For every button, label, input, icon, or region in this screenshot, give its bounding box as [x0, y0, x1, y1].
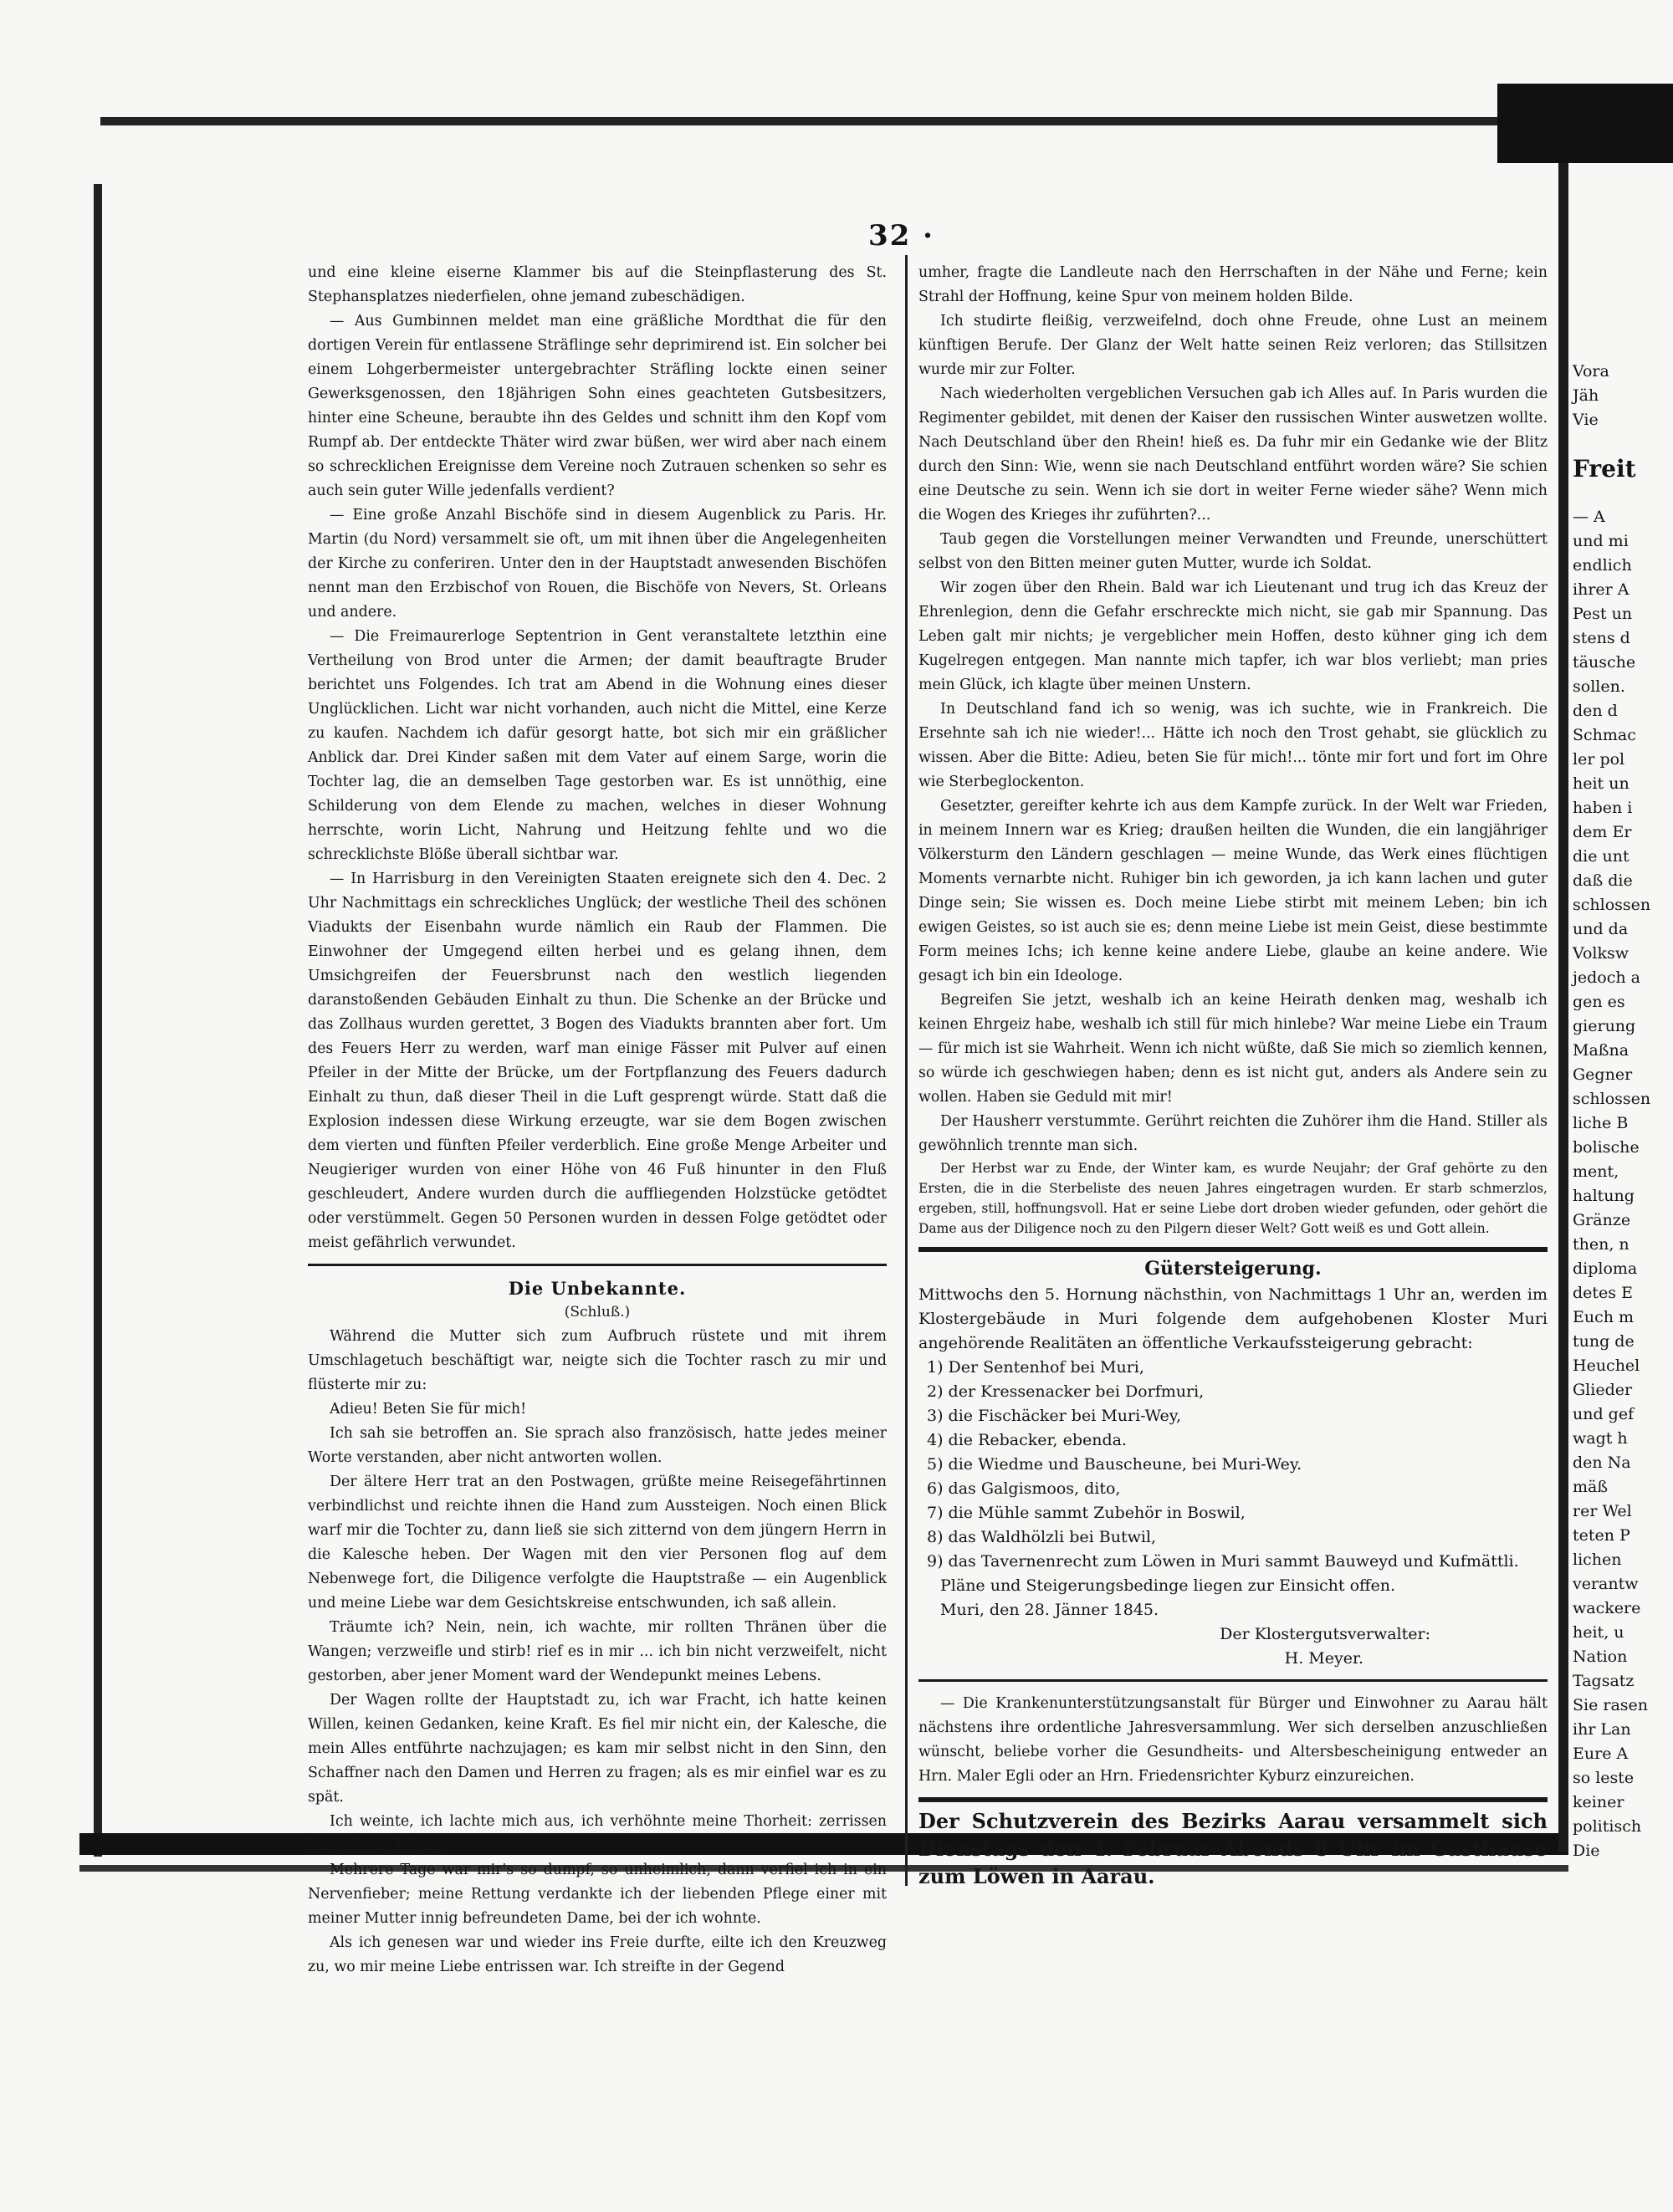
- edge-fragment: Freit: [1573, 455, 1636, 483]
- list-item: 9) das Tavernenrecht zum Löwen in Muri sammt Bauweyd und Kufmättli.: [927, 1552, 1519, 1571]
- edge-fragment: haben i: [1573, 799, 1633, 817]
- edge-fragment: die unt: [1573, 847, 1630, 866]
- edge-fragment: Gränze: [1573, 1211, 1631, 1229]
- edge-fragment: und da: [1573, 920, 1629, 938]
- list-item: 4) die Rebacker, ebenda.: [927, 1431, 1127, 1449]
- edge-fragment: detes E: [1573, 1284, 1633, 1302]
- story-paragraph: Der Herbst war zu Ende, der Winter kam, es wurde Neujahr; der Graf gehörte zu den Ersten, die in die Sterbeliste des neuen Jahres eingetragen wurden. Er starb schmerzlos, ergeben, still, hoffnungsvoll. Hat er seine Liebe dort droben wieder gefunden, oder gehört die Dame aus der Diligence noch zu den Pilgern dieser Welt? Gott weiß es und Gott allein.: [918, 1161, 1548, 1236]
- edge-fragment: Jäh: [1573, 386, 1599, 405]
- edge-fragment: Euch m: [1573, 1308, 1635, 1326]
- edge-fragment: liche B: [1573, 1114, 1629, 1132]
- story-paragraph: Der ältere Herr trat an den Postwagen, grüßte meine Reisegefährtinnen verbindlichst und reichte ihnen die Hand zum Aussteigen. Noch einen Blick warf mir die Tochter zu, dann ließ sie sich zitternd von dem jüngern Herrn in die Kalesche heben. Der Wagen mit den vier Personen flog auf dem Nebenwege fort, die Diligence verfolgte die Hauptstraße — ein Augenblick und meine Liebe war dem Gesichtskreise entschwunden, ich saß allein.: [308, 1474, 887, 1612]
- edge-fragment: keiner: [1573, 1793, 1624, 1811]
- edge-fragment: jedoch a: [1573, 968, 1640, 987]
- auction-note: Pläne und Steigerungsbedinge liegen zur Einsicht offen.: [940, 1576, 1396, 1595]
- edge-fragment: dem Er: [1573, 823, 1632, 841]
- section-rule: [308, 1264, 887, 1266]
- notice-paragraph: — Die Krankenunterstützungsanstalt für Bürger und Einwohner zu Aarau hält nächstens ihre ordentliche Jahresversammlung. Wer sich derselben anzuschließen wünscht, beliebe vorher die Gesundheits- und Altersbescheinigung entweder an Hrn. Maler Egli oder an Hrn. Friedensrichter Kyburz einzureichen.: [918, 1695, 1548, 1785]
- edge-fragment: — A: [1573, 508, 1605, 526]
- advert-rule: [918, 1797, 1548, 1802]
- story-paragraph: Ich sah sie betroffen an. Sie sprach also französisch, hatte jedes meiner Worte verstanden, aber nicht antworten wollen.: [308, 1425, 887, 1466]
- next-page-edge: [1573, 0, 1673, 2212]
- edge-fragment: Sie rasen: [1573, 1696, 1649, 1714]
- edge-fragment: Pest un: [1573, 605, 1633, 623]
- page-number: 32 ·: [868, 219, 934, 253]
- story-paragraph: Ich weinte, ich lachte mich aus, ich verhöhnte meine Thorheit: zerrissen kam ich nach Paris.: [308, 1813, 887, 1854]
- edge-fragment: schlossen: [1573, 1090, 1651, 1108]
- list-item: 6) das Galgismoos, dito,: [927, 1479, 1121, 1498]
- edge-fragment: haltung: [1573, 1187, 1635, 1205]
- edge-fragment: Die: [1573, 1842, 1600, 1860]
- edge-fragment: then, n: [1573, 1235, 1630, 1254]
- auction-title: Gütersteigerung.: [1144, 1258, 1322, 1280]
- scan-border-left: [94, 184, 102, 1857]
- list-item: 5) die Wiedme und Bauscheune, bei Muri-Wey.: [927, 1455, 1302, 1474]
- edge-fragment: diploma: [1573, 1259, 1638, 1278]
- story-paragraph: umher, fragte die Landleute nach den Herrschaften in der Nähe und Ferne; kein Strahl der Hoffnung, keine Spur von meinem holden Bilde.: [918, 264, 1548, 305]
- edge-fragment: heit, u: [1573, 1623, 1624, 1642]
- paragraph: — Die Freimaurerloge Septentrion in Gent veranstaltete letzthin eine Vertheilung von Brod unter die Armen; der damit beauftragte Bruder berichtet uns Folgendes. Ich trat am Abend in die Wohnung eines dieser Unglücklichen. Licht war nicht vorhanden, auch nicht die Mittel, eine Kerze zu kaufen. Nachdem ich dafür gesorgt hatte, bot sich mir ein gräßlicher Anblick dar. Drei Kinder saßen mit dem Vater auf einem Sarge, worin die Tochter lag, die an demselben Tage gestorben war. Es ist unnöthig, eine Schilderung von dem Elende zu machen, welches in dieser Wohnung herrschte, worin Licht, Nahrung und Heitzung fehlte und wo die schrecklichste Blöße überall sichtbar war.: [308, 628, 887, 863]
- edge-fragment: endlich: [1573, 556, 1632, 575]
- paragraph: — Eine große Anzahl Bischöfe sind in diesem Augenblick zu Paris. Hr. Martin (du Nord) versammelt sie oft, um mit ihnen über die Angelegenheiten der Kirche zu conferiren. Unter den in der Hauptstadt anwesenden Bischöfen nennt man den Erzbischof von Rouen, die Bischöfe von Nevers, St. Orleans und andere.: [308, 507, 887, 621]
- edge-fragment: ment,: [1573, 1162, 1619, 1181]
- edge-fragment: bolische: [1573, 1138, 1640, 1157]
- edge-fragment: stens d: [1573, 629, 1630, 647]
- story-paragraph: Der Wagen rollte der Hauptstadt zu, ich war Fracht, ich hatte keinen Willen, keinen Gedanken, keine Kraft. Es fiel mir nicht ein, der Kalesche, die mein Alles entführte nachzujagen; es kam mir selbst nicht in den Sinn, den Schaffner nach den Damen und Herren zu fragen; als es mir einfiel war es zu spät.: [308, 1692, 887, 1806]
- story-subtitle: (Schluß.): [564, 1304, 631, 1321]
- edge-fragment: Gegner: [1573, 1065, 1633, 1084]
- story-paragraph: Gesetzter, gereifter kehrte ich aus dem Kampfe zurück. In der Welt war Frieden, in meinem Innern war es Krieg; draußen heilten die Wunden, die ein langjähriger Völkersturm den Ländern geschlagen — meine Wunde, das Werk eines flüchtigen Moments vernarbte nicht. Ruhiger bin ich geworden, ja ich kann lachen und guter Dinge sein; Sie wissen es. Doch meine Liebe stirbt mit meinem Leben; bin ich ewigen Geistes, so ist auch sie es; denn meine Liebe ist mein Geist, diese bestimmte Form meines Ichs; ich kenne keine andere Liebe, glaube an keine andere. Wie gesagt ich bin ein Ideologe.: [918, 798, 1548, 984]
- edge-fragment: täusche: [1573, 653, 1636, 672]
- edge-fragment: Maßna: [1573, 1041, 1630, 1060]
- list-item: 8) das Waldhölzli bei Butwil,: [927, 1528, 1157, 1546]
- edge-fragment: Eure A: [1573, 1745, 1629, 1763]
- edge-fragment: ihr Lan: [1573, 1720, 1631, 1739]
- list-item: 7) die Mühle sammt Zubehör in Boswil,: [927, 1504, 1246, 1522]
- story-paragraph: Als ich genesen war und wieder ins Freie durfte, eilte ich den Kreuzweg zu, wo mir meine Liebe entrissen war. Ich streifte in der Gegend: [308, 1934, 887, 1975]
- edge-fragment: so leste: [1573, 1769, 1635, 1787]
- edge-fragment: ler pol: [1573, 750, 1625, 769]
- list-item: 1) Der Sentenhof bei Muri,: [927, 1358, 1144, 1377]
- big-notice: Der Schutzverein des Bezirks Aarau versammelt sich Dienstags den 4. Februar Abends 8 Uhr im Gasthause zum Löwen in Aarau.: [918, 1809, 1548, 1888]
- right-column: [918, 261, 1548, 1890]
- edge-fragment: den d: [1573, 702, 1618, 720]
- edge-fragment: [1573, 432, 1673, 457]
- edge-fragment: rer Wel: [1573, 1502, 1632, 1520]
- story-paragraph: Ich studirte fleißig, verzweifelnd, doch ohne Freude, ohne Lust an meinem künftigen Berufe. Der Glanz der Welt hatte seinen Reiz verloren; das Stillsitzen wurde mir zur Folter.: [918, 313, 1548, 378]
- paragraph: — In Harrisburg in den Vereinigten Staaten ereignete sich den 4. Dec. 2 Uhr Nachmittags ein schreckliches Unglück; der westliche Theil des schönen Viadukts der Eisenbahn wurde nämlich ein Raub der Flammen. Die Einwohner der Umgegend eilten herbei und es gelang ihnen, dem Umsichgreifen der Feuersbrunst nach den westlich liegenden daranstoßenden Gebäuden Einhalt zu thun. Die Schenke an der Brücke und das Zollhaus wurden gerettet, 3 Bogen des Viadukts brannten aber fort. Um des Feuers Herr zu werden, warf man einige Fässer mit Pulver auf einen Pfeiler in der Mitte der Brücke, um der Fortpflanzung des Feuers dadurch Einhalt zu thun, daß dieser Theil in die Luft gesprengt würde. Statt daß die Explosion indessen diese Wirkung erzeugte, war sie dem Bogen zwischen dem vierten und fünften Pfeiler verderblich. Eine große Menge Arbeiter und Neugieriger wurden von einer Höhe von 46 Fuß hinunter in den Fluß geschleudert, Andere wurden durch die auffliegenden Holzstücke getödtet oder verstümmelt. Gegen 50 Personen wurden in dessen Folge getödtet oder meist gefährlich verwundet.: [308, 871, 887, 1251]
- page-fold-line: [1558, 163, 1568, 1852]
- auction-date: Muri, den 28. Jänner 1845.: [940, 1601, 1159, 1619]
- edge-fragment: Heuchel: [1573, 1356, 1640, 1375]
- edge-fragment: politisch: [1573, 1817, 1642, 1836]
- edge-fragment: daß die: [1573, 871, 1633, 890]
- edge-fragment: Volksw: [1573, 944, 1630, 963]
- story-paragraph: Der Hausherr verstummte. Gerührt reichten die Zuhörer ihm die Hand. Stiller als gewöhnlich trennte man sich.: [918, 1113, 1548, 1154]
- story-paragraph: Begreifen Sie jetzt, weshalb ich an keine Heirath denken mag, weshalb ich keinen Ehrgeiz habe, weshalb ich still für mich hinlebe? War meine Liebe ein Traum — für mich ist sie Wahrheit. Wenn ich nicht wüßte, daß Sie mich so ziemlich kennen, so würde ich geschwiegen haben; denn es ist nicht gut, anders als Andere sein zu wollen. Haben sie Geduld mit mir!: [918, 992, 1548, 1106]
- edge-fragment: mäß: [1573, 1478, 1609, 1496]
- column-divider: [905, 255, 908, 1886]
- edge-fragment: gierung: [1573, 1017, 1636, 1035]
- story-paragraph: Wir zogen über den Rhein. Bald war ich Lieutenant und trug ich das Kreuz der Ehrenlegion, denn die Gefahr erschreckte mich nicht, sie gab mir Spannung. Das Leben galt mir nichts; je vergeblicher mein Hoffen, desto kühner ging ich dem Kugelregen entgegen. Man nannte mich tapfer, ich war blos verliebt; man pries mein Glück, ich klagte über meinen Unstern.: [918, 580, 1548, 693]
- auction-signer-name: H. Meyer.: [1284, 1649, 1363, 1668]
- edge-fragment: wackere: [1573, 1599, 1641, 1617]
- edge-fragment: den Na: [1573, 1453, 1631, 1472]
- edge-fragment: Schmac: [1573, 726, 1636, 744]
- edge-fragment: lichen: [1573, 1550, 1622, 1569]
- edge-fragment: und mi: [1573, 532, 1629, 550]
- story-paragraph: Träumte ich? Nein, nein, ich wachte, mir rollten Thränen über die Wangen; verzweifle und stirb! rief es in mir ... ich bin nicht verzweifelt, nicht gestorben, aber jener Moment ward der Wendepunkt meines Lebens.: [308, 1619, 887, 1684]
- story-paragraph: Mehrere Tage war mir's so dumpf, so unheimlich, dann verfiel ich in ein Nervenfieber; meine Rettung verdankte ich der liebenden Pflege einer mit meiner Mutter innig befreundeten Dame, bei der ich wohnte.: [308, 1862, 887, 1927]
- edge-fragment: [1573, 481, 1673, 505]
- edge-fragment: verantw: [1573, 1575, 1639, 1593]
- next-page-edge-lines: [1573, 360, 1673, 1860]
- auction-signer-title: Der Klostergutsverwalter:: [1220, 1625, 1430, 1643]
- list-item: 2) der Kressenacker bei Dorfmuri,: [927, 1382, 1205, 1401]
- edge-fragment: ihrer A: [1573, 580, 1630, 599]
- edge-fragment: tung de: [1573, 1332, 1635, 1351]
- edge-fragment: schlossen: [1573, 896, 1651, 914]
- list-item: 3) die Fischäcker bei Muri-Wey,: [927, 1407, 1182, 1425]
- edge-fragment: wagt h: [1573, 1429, 1628, 1448]
- edge-fragment: Vie: [1573, 411, 1599, 429]
- edge-fragment: und gef: [1573, 1405, 1635, 1423]
- paragraph: und eine kleine eiserne Klammer bis auf die Steinpflasterung des St. Stephansplatzes niederfielen, ohne jemand zubeschädigen.: [308, 264, 887, 305]
- edge-fragment: heit un: [1573, 774, 1630, 793]
- advert-rule: [918, 1247, 1548, 1252]
- edge-fragment: Glieder: [1573, 1381, 1633, 1399]
- advert-rule: [918, 1679, 1548, 1682]
- story-paragraph: Adieu! Beten Sie für mich!: [330, 1401, 527, 1418]
- paragraph: — Aus Gumbinnen meldet man eine gräßliche Mordthat die für den dortigen Verein für entlassene Sträflinge sehr deprimirend ist. Ein solcher bei einem Lohgerbermeister untergebrachter Sträfling lockte einen seiner Gewerksgenossen, den 18jährigen Sohn eines geachteten Gutsbesitzers, hinter eine Scheune, beraubte ihn des Geldes und schnitt ihm den Kopf vom Rumpf ab. Der entdeckte Thäter wird zwar büßen, wer wird aber nach einem so schrecklichen Ereignisse dem Vereine noch Zutrauen schenken so sehr es auch sein guter Wille jedenfalls verdient?: [308, 313, 887, 499]
- story-paragraph: Nach wiederholten vergeblichen Versuchen gab ich Alles auf. In Paris wurden die Regimenter gebildet, mit denen der Kaiser den russischen Winter auswetzen wollte. Nach Deutschland über den Rhein! hieß es. Da fuhr mir ein Gedanke wie der Blitz durch den Sinn: Wie, wenn sie nach Deutschland entführt worden wäre? Sie schien eine Deutsche zu sein. Wenn ich sie dort in weiter Ferne wieder sähe? Wenn mich die Wogen des Krieges ihr zuführten?...: [918, 386, 1548, 524]
- edge-fragment: Vora: [1573, 362, 1609, 381]
- story-paragraph: Taub gegen die Vorstellungen meiner Verwandten und Freunde, unerschüttert selbst von den Bitten meiner guten Mutter, wurde ich Soldat.: [918, 531, 1548, 572]
- edge-fragment: Nation: [1573, 1648, 1628, 1666]
- story-paragraph: Während die Mutter sich zum Aufbruch rüstete und mit ihrem Umschlagetuch beschäftigt war, neigte sich die Tochter rasch zu mir und flüsterte mir zu:: [308, 1328, 887, 1393]
- story-title: Die Unbekannte.: [508, 1278, 687, 1299]
- edge-fragment: sollen.: [1573, 677, 1625, 696]
- auction-list: [918, 1356, 1548, 1574]
- scan-border-top: [100, 117, 1548, 125]
- edge-fragment: gen es: [1573, 993, 1625, 1011]
- left-column: [308, 261, 887, 1980]
- auction-intro: Mittwochs den 5. Hornung nächsthin, von Nachmittags 1 Uhr an, werden im Klostergebäude in Muri folgende dem aufgehobenen Kloster Muri angehörende Realitäten an öffentliche Verkaufssteigerung gebracht:: [918, 1285, 1548, 1352]
- edge-fragment: Tagsatz: [1573, 1672, 1635, 1690]
- edge-fragment: teten P: [1573, 1526, 1630, 1545]
- story-paragraph: In Deutschland fand ich so wenig, was ich suchte, wie in Frankreich. Die Ersehnte sah ich nie wieder!... Hätte ich noch den Trost gehabt, sie glücklich zu wissen. Aber die Bitte: Adieu, beten Sie für mich!... tönte mir fort und fort im Ohre wie Sterbeglockenton.: [918, 701, 1548, 790]
